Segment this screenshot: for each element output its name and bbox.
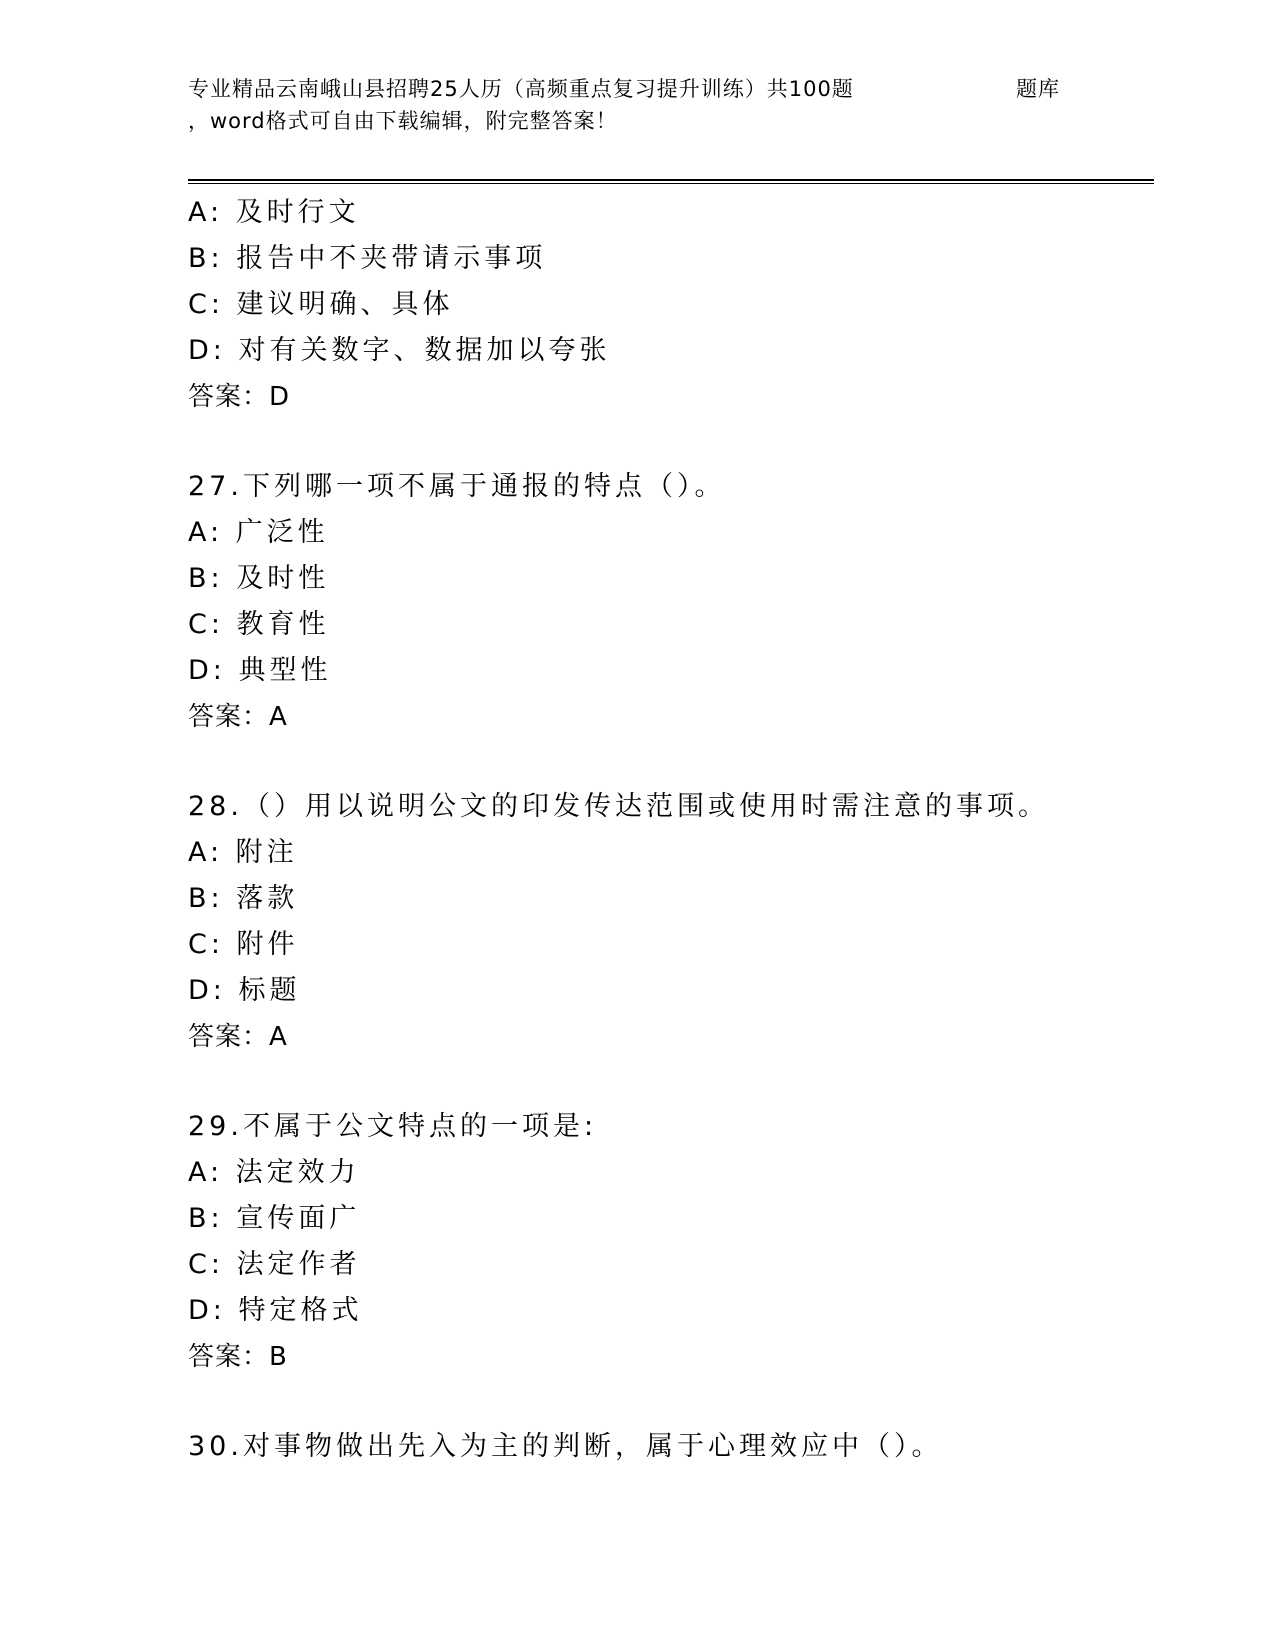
question-block-28 — [188, 784, 1148, 1060]
question-list — [188, 190, 1148, 1470]
header-title: 专业精品云南峨山县招聘25人历（高频重点复习提升训练）共100题 — [188, 77, 854, 101]
option-c: C: 法定作者 — [188, 1249, 361, 1280]
question-stem: 28.（）用以说明公文的印发传达范围或使用时需注意的事项。 — [188, 791, 1049, 822]
option-b: B: 宣传面广 — [188, 1203, 361, 1234]
question-block-26 — [188, 190, 1148, 420]
option-c: C: 附件 — [188, 929, 299, 960]
question-stem: 30.对事物做出先入为主的判断，属于心理效应中（）。 — [188, 1431, 943, 1462]
spacer — [188, 1060, 1148, 1104]
spacer — [188, 1380, 1148, 1424]
answer-line: 答案：A — [188, 1022, 288, 1052]
option-a: A: 广泛性 — [188, 517, 329, 548]
question-block-27 — [188, 464, 1148, 740]
answer-line: 答案：A — [188, 702, 288, 732]
option-c: C: 教育性 — [188, 609, 330, 640]
header-divider — [188, 179, 1154, 184]
option-a: A: 附注 — [188, 837, 298, 868]
answer-line: 答案：D — [188, 382, 291, 412]
option-d: D: 标题 — [188, 975, 301, 1006]
option-d: D: 典型性 — [188, 655, 332, 686]
spacer — [188, 740, 1148, 784]
question-stem: 29.不属于公文特点的一项是: — [188, 1111, 598, 1142]
option-a: A: 及时行文 — [188, 197, 360, 228]
option-b: B: 报告中不夹带请示事项 — [188, 243, 547, 274]
answer-line: 答案：B — [188, 1342, 288, 1372]
header-title-line2: ，word格式可自由下载编辑，附完整答案！ — [188, 109, 618, 133]
page-header — [188, 74, 1068, 136]
header-tag: 题库 — [1016, 77, 1060, 101]
option-b: B: 及时性 — [188, 563, 330, 594]
question-block-30 — [188, 1424, 1148, 1470]
option-c: C: 建议明确、具体 — [188, 289, 454, 320]
option-d: D: 特定格式 — [188, 1295, 363, 1326]
header-title-line1 — [188, 74, 1068, 104]
spacer — [188, 420, 1148, 464]
question-block-29 — [188, 1104, 1148, 1380]
question-stem: 27.下列哪一项不属于通报的特点（）。 — [188, 471, 726, 502]
option-b: B: 落款 — [188, 883, 299, 914]
option-a: A: 法定效力 — [188, 1157, 360, 1188]
option-d: D: 对有关数字、数据加以夸张 — [188, 335, 611, 366]
